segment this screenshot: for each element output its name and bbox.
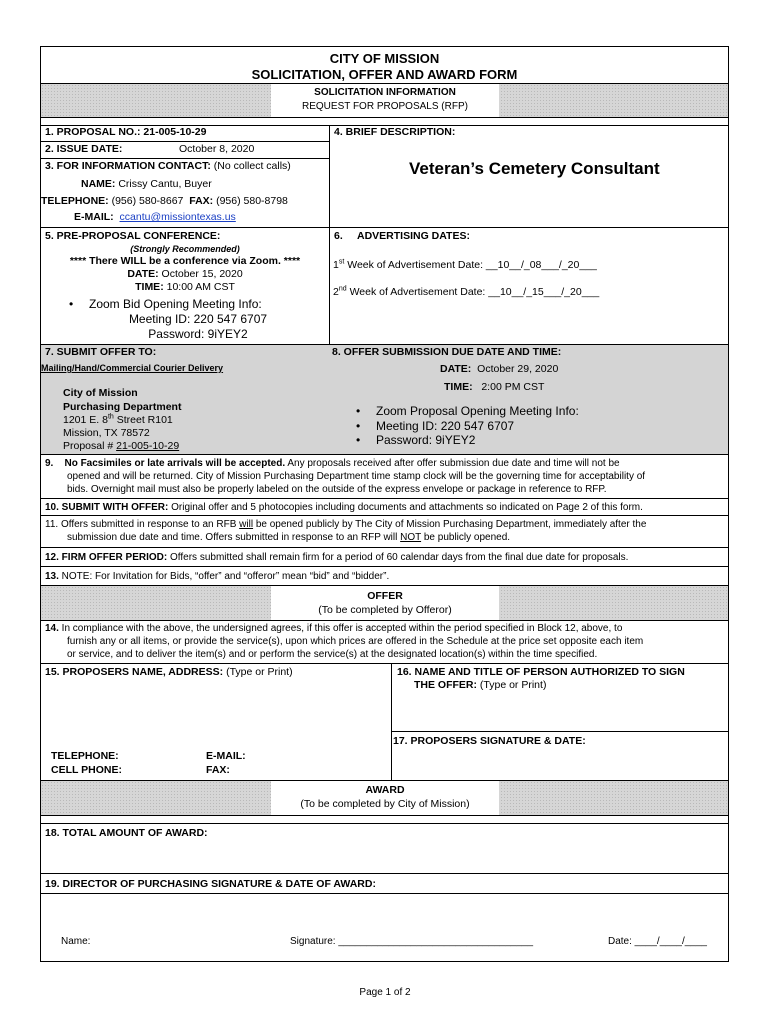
- contact-phone-fax: TELEPHONE: (956) 580-8667 FAX: (956) 580-8798: [41, 195, 288, 207]
- block-11-line-2: submission due date and time. Offers submitted in response to an RFP will NOT be publicly opened.: [67, 532, 511, 543]
- block-12: 12. FIRM OFFER PERIOD: Offers submitted shall remain firm for a period of 60 calendar days from the final due date for proposals.: [45, 552, 629, 563]
- director-name-label: Name:: [61, 936, 91, 947]
- zoom-conference-note: **** There WILL be a conference via Zoom. ****: [69, 255, 301, 267]
- email-link[interactable]: ccantu@missiontexas.us: [119, 211, 236, 223]
- due-date: DATE: October 29, 2020: [440, 363, 559, 375]
- block-14-line-1: 14. In compliance with the above, the undersigned agrees, if this offer is accepted within the period specified in Block 12, above, to: [45, 623, 623, 634]
- offer-subtitle: (To be completed by Offeror): [318, 604, 452, 616]
- zoom-bid-opening-info: • Zoom Bid Opening Meeting Info:: [89, 297, 262, 312]
- brief-description-value: Veteran’s Cemetery Consultant: [409, 159, 660, 178]
- opening-password: • Password: 9iYEY2: [376, 433, 475, 448]
- advertising-week-1: 1st Week of Advertisement Date: __10__/_08___/_20___: [333, 258, 597, 271]
- block-17-label: 17. PROPOSERS SIGNATURE & DATE:: [393, 735, 586, 747]
- conference-date: DATE: October 15, 2020: [127, 268, 243, 280]
- conference-time: TIME: 10:00 AM CST: [135, 281, 235, 293]
- due-time: TIME: 2:00 PM CST: [444, 381, 545, 393]
- proposer-telephone-label: TELEPHONE:: [51, 750, 119, 762]
- director-date-line: Date: ____/____/____: [608, 936, 707, 947]
- contact-line: 3. FOR INFORMATION CONTACT: (No collect calls): [45, 160, 291, 172]
- solicitation-form: [40, 46, 729, 962]
- proposer-cell-label: CELL PHONE:: [51, 764, 122, 776]
- solicitation-info-title: SOLICITATION INFORMATION: [314, 87, 456, 98]
- block-11-line-1: 11. Offers submitted in response to an RFB will be opened publicly by The City of Mission Purchasing Department, immediately after the: [45, 519, 647, 530]
- zoom-opening-info: • Zoom Proposal Opening Meeting Info:: [376, 404, 579, 419]
- block-18-label: 18. TOTAL AMOUNT OF AWARD:: [45, 827, 208, 839]
- issue-date-label: 2. ISSUE DATE:: [45, 143, 123, 155]
- submit-offer-label: 7. SUBMIT OFFER TO:: [45, 346, 157, 358]
- page-number: Page 1 of 2: [359, 987, 411, 998]
- block-19-label: 19. DIRECTOR OF PURCHASING SIGNATURE & DATE OF AWARD:: [45, 878, 376, 890]
- conference-password: Password: 9iYEY2: [148, 327, 248, 341]
- submit-dept: Purchasing Department: [63, 401, 182, 413]
- conference-meeting-id: Meeting ID: 220 547 6707: [128, 312, 268, 326]
- block-9-line-3: bids. Overnight mail must also be properly labeled on the outside of the express envelope or package in reference to RFP.: [67, 484, 607, 495]
- block-14-line-3: or service, and to deliver the item(s) and or perform the service(s) at the designated location(s) within the time specified.: [67, 649, 598, 660]
- opening-meeting-id: • Meeting ID: 220 547 6707: [376, 419, 514, 434]
- proposer-email-label: E-MAIL:: [206, 750, 246, 762]
- submit-city: Mission, TX 78572: [63, 427, 150, 439]
- solicitation-info-subtitle: REQUEST FOR PROPOSALS (RFP): [302, 101, 468, 112]
- award-title: AWARD: [365, 784, 405, 796]
- block-15-label: 15. PROPOSERS NAME, ADDRESS: (Type or Print): [45, 666, 293, 678]
- delivery-method: Mailing/Hand/Commercial Courier Delivery: [41, 363, 224, 373]
- due-date-label: 8. OFFER SUBMISSION DUE DATE AND TIME:: [332, 346, 562, 358]
- block-16-line-2: THE OFFER: (Type or Print): [414, 679, 547, 691]
- block-16-line-1: 16. NAME AND TITLE OF PERSON AUTHORIZED TO SIGN: [397, 666, 685, 678]
- strongly-recommended: (Strongly Recommended): [130, 244, 240, 254]
- offer-title: OFFER: [367, 590, 403, 602]
- proposer-fax-label: FAX:: [206, 764, 230, 776]
- block-14-line-2: furnish any or all items, or provide the service(s), upon which prices are offered in the Schedule at the price set opposite each item: [67, 636, 644, 647]
- block-9-line-2: opened and will be returned. City of Mission Purchasing Department time stamp clock will be the governing time for acceptability of: [67, 471, 646, 482]
- contact-email: E-MAIL: ccantu@missiontexas.us: [74, 211, 236, 223]
- advertising-dates-label: ADVERTISING DATES:: [357, 230, 470, 242]
- submit-address: 1201 E. 8th Street R101: [63, 413, 173, 426]
- brief-description-label: 4. BRIEF DESCRIPTION:: [334, 126, 456, 138]
- block-9-line-1: 9. No Facsimiles or late arrivals will be accepted. Any proposals received after offer submission due date and time will not be: [45, 458, 620, 469]
- block-10: 10. SUBMIT WITH OFFER: Original offer and 5 photocopies including documents and attachments so indicated on Page 2 of this form.: [45, 502, 643, 513]
- form-title-line1: CITY OF MISSION: [329, 51, 440, 66]
- submit-org: City of Mission: [63, 387, 138, 399]
- advertising-dates-number: 6.: [334, 230, 343, 242]
- contact-name: NAME: Crissy Cantu, Buyer: [81, 178, 212, 190]
- director-signature-line: Signature: ___________________________________: [290, 936, 534, 947]
- pre-proposal-label: 5. PRE-PROPOSAL CONFERENCE:: [45, 230, 221, 242]
- proposal-number: 1. PROPOSAL NO.: 21-005-10-29: [45, 126, 207, 138]
- issue-date-value: October 8, 2020: [179, 143, 255, 155]
- submit-proposal-number: Proposal # 21-005-10-29: [63, 440, 180, 452]
- award-subtitle: (To be completed by City of Mission): [300, 798, 470, 810]
- form-title-line2: SOLICITATION, OFFER AND AWARD FORM: [251, 67, 518, 82]
- advertising-week-2: 2nd Week of Advertisement Date: __10__/_15___/_20___: [333, 285, 600, 298]
- block-13: 13. NOTE: For Invitation for Bids, “offer” and “offeror” mean “bid” and “bidder”.: [45, 571, 390, 582]
